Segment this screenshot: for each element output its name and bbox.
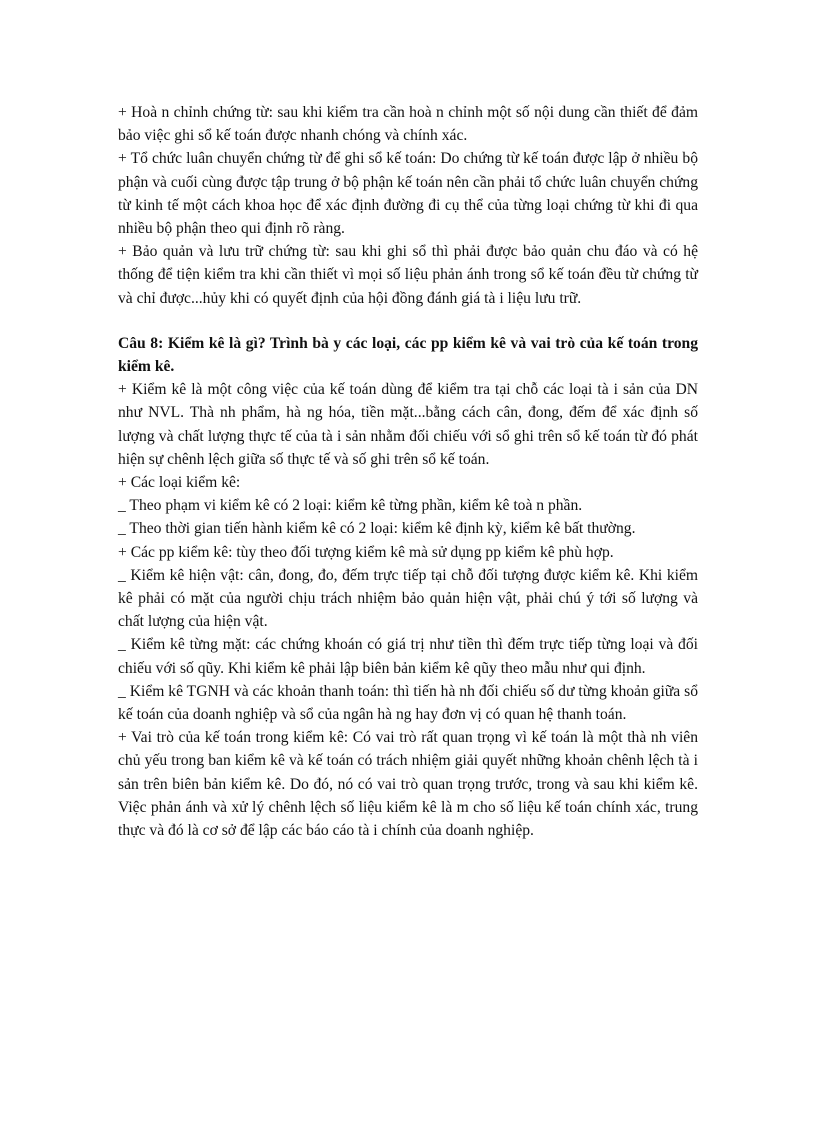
- paragraph-bao-quan-luu-tru: + Bảo quản và lưu trữ chứng từ: sau khi ghi sổ thì phải được bảo quản chu đáo và có hệ thống để tiện kiểm tra khi cần thiết vì mọi số liệu phản ánh trong sổ kế toán đều từ chứng từ và chỉ được...hủy khi có quyết định của hội đồng đánh giá tà i liệu lưu trữ.: [118, 243, 698, 307]
- paragraph-kiem-ke-tung-mat: _ Kiểm kê từng mặt: các chứng khoán có giá trị như tiền thì đếm trực tiếp từng loại và đối chiếu với số qũy. Khi kiểm kê phải lập biên bản kiểm kê qũy theo mẫu như qui định.: [118, 636, 698, 677]
- paragraph-vai-tro-ke-toan: + Vai trò của kế toán trong kiểm kê: Có vai trò rất quan trọng vì kế toán là một thà nh viên chủ yếu trong ban kiểm kê và kế toán có trách nhiệm giải quyết những khoản chênh lệch tà i sản trên biên bản kiểm kê. Do đó, nó có vai trò quan trọng trước, trong và sau khi kiểm kê. Việc phản ánh và xử lý chênh lệch số liệu kiểm kê là m cho số liệu kế toán chính xác, trung thực và đó là cơ sở để lập các báo cáo tà i chính của doanh nghiệp.: [118, 729, 698, 840]
- section-spacer: [118, 310, 698, 332]
- paragraph-cac-loai-kiem-ke: + Các loại kiểm kê:: [118, 474, 241, 492]
- paragraph-kiem-ke-definition: + Kiểm kê là một công việc của kế toán dùng để kiểm tra tại chỗ các loại tà i sản của DN như NVL. Thà nh phẩm, hà ng hóa, tiền mặt...bằng cách cân, đong, đếm để xác định số lượng và chất lượng thực tế của tà i sản nhằm đối chiếu với sổ ghi trên sổ kế toán từ đó phát hiện sự chênh lệch giữa số thực tế và số ghi trên sổ kế toán.: [118, 381, 698, 468]
- paragraph-kiem-ke-tgnh: _ Kiểm kê TGNH và các khoản thanh toán: thì tiến hà nh đối chiếu số dư từng khoản giữa sổ kế toán của doanh nghiệp và sổ của ngân hà ng hay đơn vị có quan hệ thanh toán.: [118, 682, 698, 724]
- paragraph-cac-pp-kiem-ke: + Các pp kiểm kê: tùy theo đối tượng kiểm kê mà sử dụng pp kiểm kê phù hợp.: [118, 543, 614, 561]
- paragraph-theo-pham-vi: _ Theo phạm vi kiểm kê có 2 loại: kiểm kê từng phần, kiểm kê toà n phần.: [118, 497, 583, 515]
- paragraph-hoan-chinh-chung-tu: + Hoà n chỉnh chứng từ: sau khi kiểm tra cần hoà n chỉnh một số nội dung cần thiết để đảm bảo việc ghi sổ kế toán được nhanh chóng và chính xác.: [118, 104, 698, 145]
- paragraph-kiem-ke-hien-vat: _ Kiểm kê hiện vật: cân, đong, đo, đếm trực tiếp tại chỗ đối tượng được kiểm kê. Khi kiểm kê phải có mặt của người chịu trách nhiệm bảo quản hiện vật, phải chú ý tới số lượng và chất lượng của hiện vật.: [118, 566, 698, 631]
- document-page: [118, 101, 698, 842]
- paragraph-to-chuc-luan-chuyen: + Tổ chức luân chuyển chứng từ để ghi sổ kế toán: Do chứng từ kế toán được lập ở nhiều bộ phận và cuối cùng được tập trung ở bộ phận kế toán nên cần phải tổ chức luân chuyển chứng từ kinh tế một cách khoa học để xác định đường đi cụ thể của từng loại chứng từ khi đi qua nhiều bộ phận theo qui định rõ ràng.: [118, 150, 698, 238]
- question-8-heading: Câu 8: Kiểm kê là gì? Trình bà y các loại, các pp kiểm kê và vai trò của kế toán trong kiểm kê.: [118, 334, 698, 376]
- paragraph-theo-thoi-gian: _ Theo thời gian tiến hành kiểm kê có 2 loại: kiểm kê định kỳ, kiểm kê bất thường.: [118, 520, 636, 538]
